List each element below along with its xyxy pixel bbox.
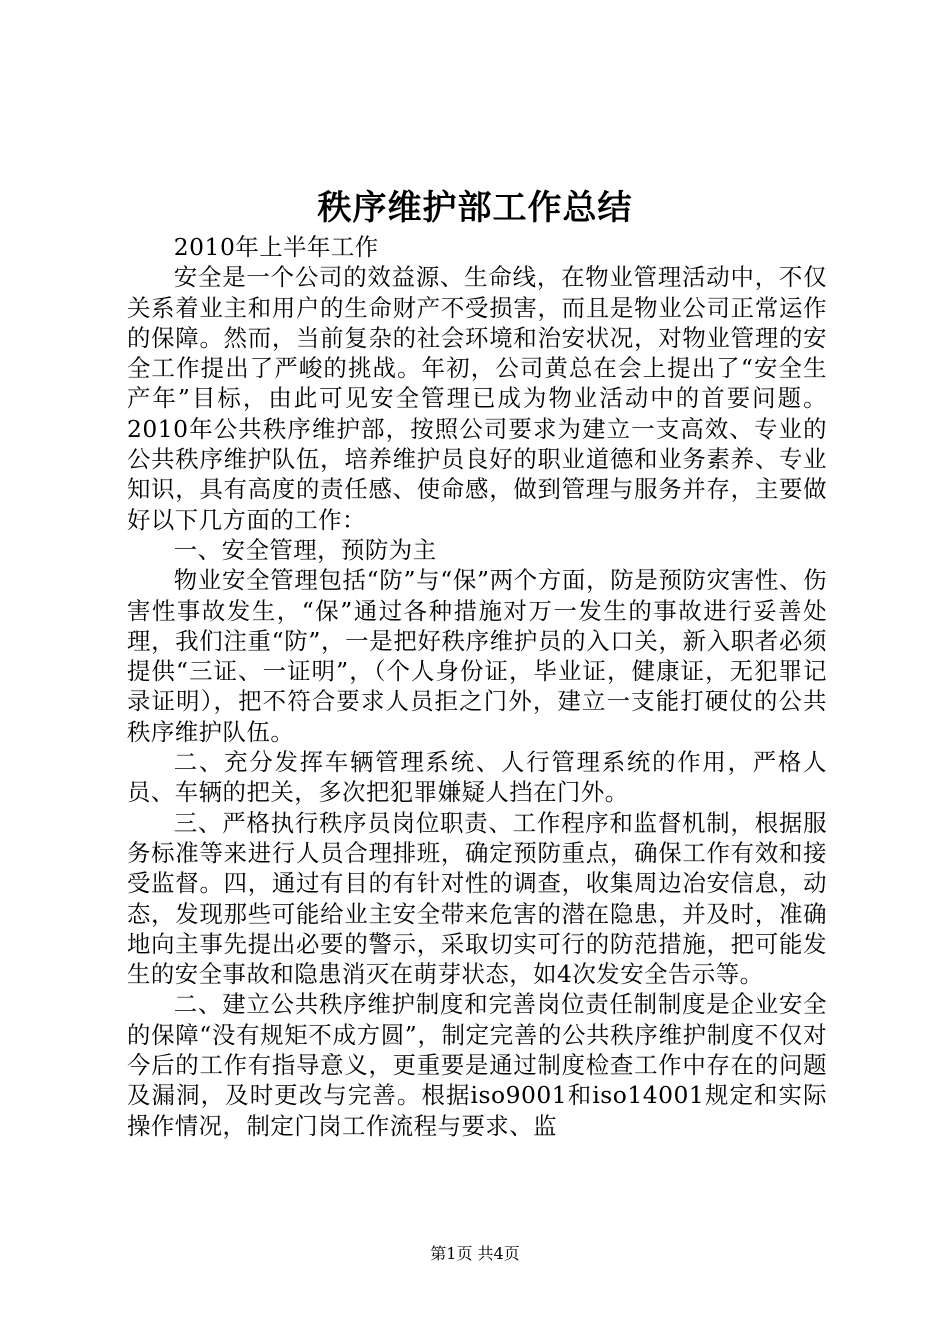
paragraph-systems: 二、充分发挥车辆管理系统、人行管理系统的作用，严格人员、车辆的把关，多次把犯罪嫌疑人挡在门外。 (127, 748, 827, 807)
paragraph-duties: 三、严格执行秩序员岗位职责、工作程序和监督机制，根据服务标准等来进行人员合理排班，确定预防重点，确保工作有效和接受监督。四，通过有目的有针对性的调查，收集周边冶安信息，动态，发现那些可能给业主安全带来危害的潜在隐患，并及时，准确地向主事先提出必要的警示，采取切实可行的防范措施，把可能发生的安全事故和隐患消灭在萌芽状态，如4次发安全告示等。 (127, 808, 827, 989)
paragraph-safety: 物业安全管理包括“防”与“保”两个方面，防是预防灾害性、伤害性事故发生，“保”通过各种措施对万一发生的事故进行妥善处理，我们注重“防”，一是把好秩序维护员的入口关，新入职者必须提供“三证、一证明”，（个人身份证，毕业证，健康证，无犯罪记录证明），把不符合要求人员拒之门外，建立一支能打硬仗的公共秩序维护队伍。 (127, 566, 827, 746)
document-title: 秩序维护部工作总结 (317, 188, 633, 228)
paragraph-heading-1: 一、安全管理，预防为主 (173, 535, 437, 564)
paragraph-subtitle: 2010年上半年工作 (173, 233, 379, 261)
page-footer: 第1页 共4页 (430, 1244, 520, 1263)
paragraph-rules: 二、建立公共秩序维护制度和完善岗位责任制制度是企业安全的保障“没有规矩不成方圆”，制定完善的公共秩序维护制度不仅对今后的工作有指导意义，更重要是通过制度检查工作中存在的问题及漏洞，及时更改与完善。根据iso9001和iso14001规定和实际操作情况，制定门岗工作流程与要求、监 (127, 990, 827, 1140)
document-body (127, 232, 827, 1141)
paragraph-intro: 安全是一个公司的效益源、生命线，在物业管理活动中，不仅关系着业主和用户的生命财产不受损害，而且是物业公司正常运作的保障。然而，当前复杂的社会环境和治安状况，对物业管理的安全工作提出了严峻的挑战。年初，公司黄总在会上提出了“安全生产年”目标，由此可见安全管理已成为物业活动中的首要问题。2010年公共秩序维护部，按照公司要求为建立一支高效、专业的公共秩序维护队伍，培养维护员良好的职业道德和业务素养、专业知识，具有高度的责任感、使命感，做到管理与服务并存，主要做好以下几方面的工作： (127, 263, 827, 534)
